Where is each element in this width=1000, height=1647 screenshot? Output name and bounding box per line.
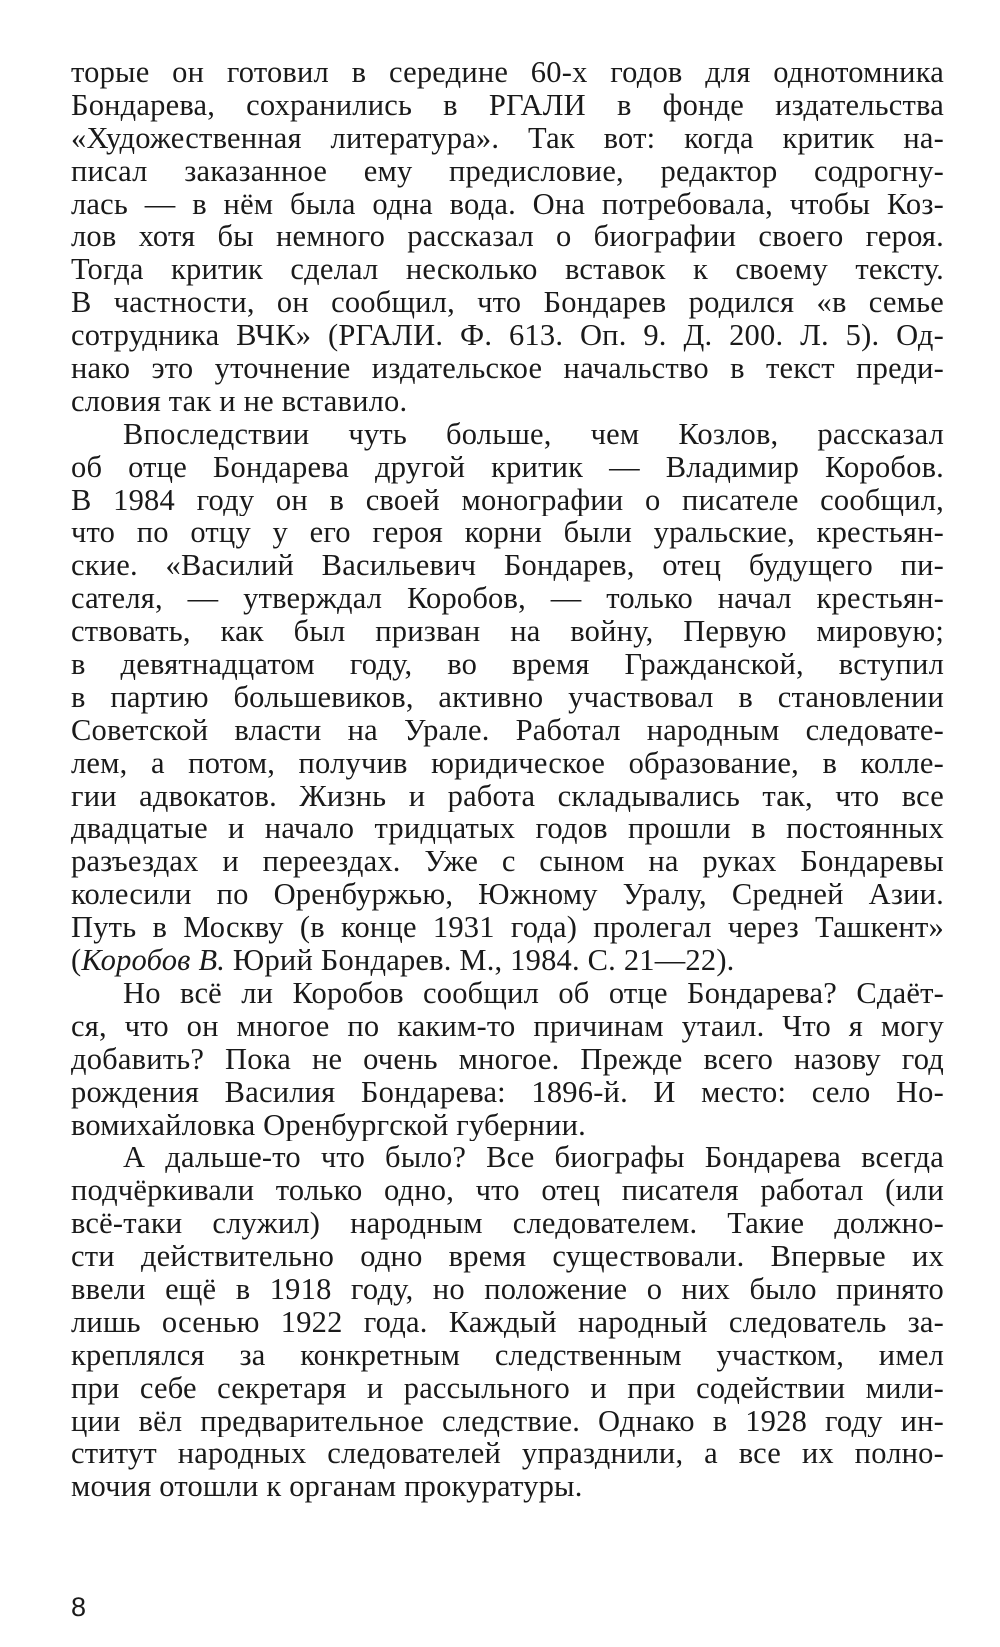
text-line: двадцатые и начало тридцатых годов прошли в постоянных (71, 812, 944, 846)
text-line: об отце Бондарева другой критик — Владимир Коробов. (71, 450, 944, 484)
paragraph-3 (71, 977, 944, 1141)
text-line: В 1984 году он в своей монографии о писателе сообщил, (71, 483, 944, 517)
text-line: А дальше-то что было? Все биографы Бондарева всегда (123, 1141, 944, 1175)
paragraph-2 (71, 418, 944, 977)
text-line: «Художественная литература». Так вот: когда критик на- (71, 121, 944, 155)
text-line: Бондарева, сохранились в РГАЛИ в фонде издательства (71, 88, 944, 122)
text-line: при себе секретаря и рассыльного и при содействии мили- (71, 1371, 944, 1405)
text-line: креплялся за конкретным следственным участком, имел (71, 1338, 944, 1372)
text-line: рождения Василия Бондарева: 1896-й. И место: село Но- (71, 1075, 944, 1109)
body-text (71, 56, 944, 1503)
citation-author: Коробов В. (81, 944, 226, 977)
text-line: сотрудника ВЧК» (РГАЛИ. Ф. 613. Оп. 9. Д. 200. Л. 5). Од- (71, 319, 944, 353)
paragraph-1 (71, 56, 944, 418)
text-line: сателя, — утверждал Коробов, — только начал крестьян- (71, 582, 944, 616)
text-line: добавить? Пока не очень многое. Прежде всего назову год (71, 1042, 944, 1076)
text-line: что по отцу у его героя корни были уральские, крестьян- (71, 516, 944, 550)
citation-line (71, 944, 944, 977)
text-line: торые он готовил в середине 60-х годов для однотомника (71, 56, 944, 89)
text-line: лем, а потом, получив юридическое образование, в колле- (71, 746, 944, 780)
text-line: Советской власти на Урале. Работал народным следовате- (71, 713, 944, 747)
page-number: 8 (71, 1592, 87, 1622)
text-line: колесили по Оренбуржью, Южному Уралу, Средней Азии. (71, 878, 944, 912)
text-line: ститут народных следователей упразднили, а все их полно- (71, 1437, 944, 1471)
text-line: ции вёл предварительное следствие. Однако в 1928 году ин- (71, 1404, 944, 1438)
text-line: лишь осенью 1922 года. Каждый народный следователь за- (71, 1305, 944, 1339)
text-line: нако это уточнение издательское начальство в текст преди- (71, 352, 944, 385)
text-line: лов хотя бы немного рассказал о биографии своего героя. (71, 220, 944, 254)
text-line: В частности, он сообщил, что Бондарев родился «в семье (71, 286, 944, 320)
text-line: вомихайловка Оренбургской губернии. (71, 1108, 586, 1142)
text-line: ся, что он многое по каким-то причинам утаил. Что я могу (71, 1009, 944, 1043)
text-line: лась — в нём была одна вода. Она потребовала, чтобы Коз- (71, 187, 944, 221)
text-line: в партию большевиков, активно участвовал в становлении (71, 680, 944, 714)
text-line: всё-таки служил) народным следователем. Такие должно- (71, 1207, 944, 1241)
text-line: разъездах и переездах. Уже с сыном на руках Бондаревы (71, 845, 944, 879)
text-line: в девятнадцатом году, во время Гражданской, вступил (71, 648, 944, 681)
text-line: гии адвокатов. Жизнь и работа складывались так, что все (71, 779, 944, 813)
text-line: сти действительно одно время существовали. Впервые их (71, 1240, 944, 1273)
text-line: мочия отошли к органам прокуратуры. (71, 1470, 583, 1504)
text-line: ские. «Василий Васильевич Бондарев, отец будущего пи- (71, 549, 944, 583)
citation-open: ( (71, 944, 82, 977)
text-line: писал заказанное ему предисловие, редактор содрогну- (71, 154, 944, 188)
text-line: Тогда критик сделал несколько вставок к своему тексту. (71, 253, 944, 287)
text-line: словия так и не вставило. (71, 384, 408, 418)
text-line: ввели ещё в 1918 году, но положение о них было принято (71, 1272, 944, 1306)
paragraph-4 (71, 1141, 944, 1503)
text-line: подчёркивали только одно, что отец писателя работал (или (71, 1174, 944, 1208)
text-line: Путь в Москву (в конце 1931 года) пролегал через Ташкент» (71, 911, 944, 945)
text-line: Впоследствии чуть больше, чем Козлов, рассказал (123, 417, 944, 451)
citation-rest: Юрий Бондарев. М., 1984. С. 21—22). (225, 944, 735, 977)
text-line: Но всё ли Коробов сообщил об отце Бондарева? Сдаёт- (123, 976, 944, 1010)
text-line: ствовать, как был призван на войну, Первую мировую; (71, 615, 944, 649)
